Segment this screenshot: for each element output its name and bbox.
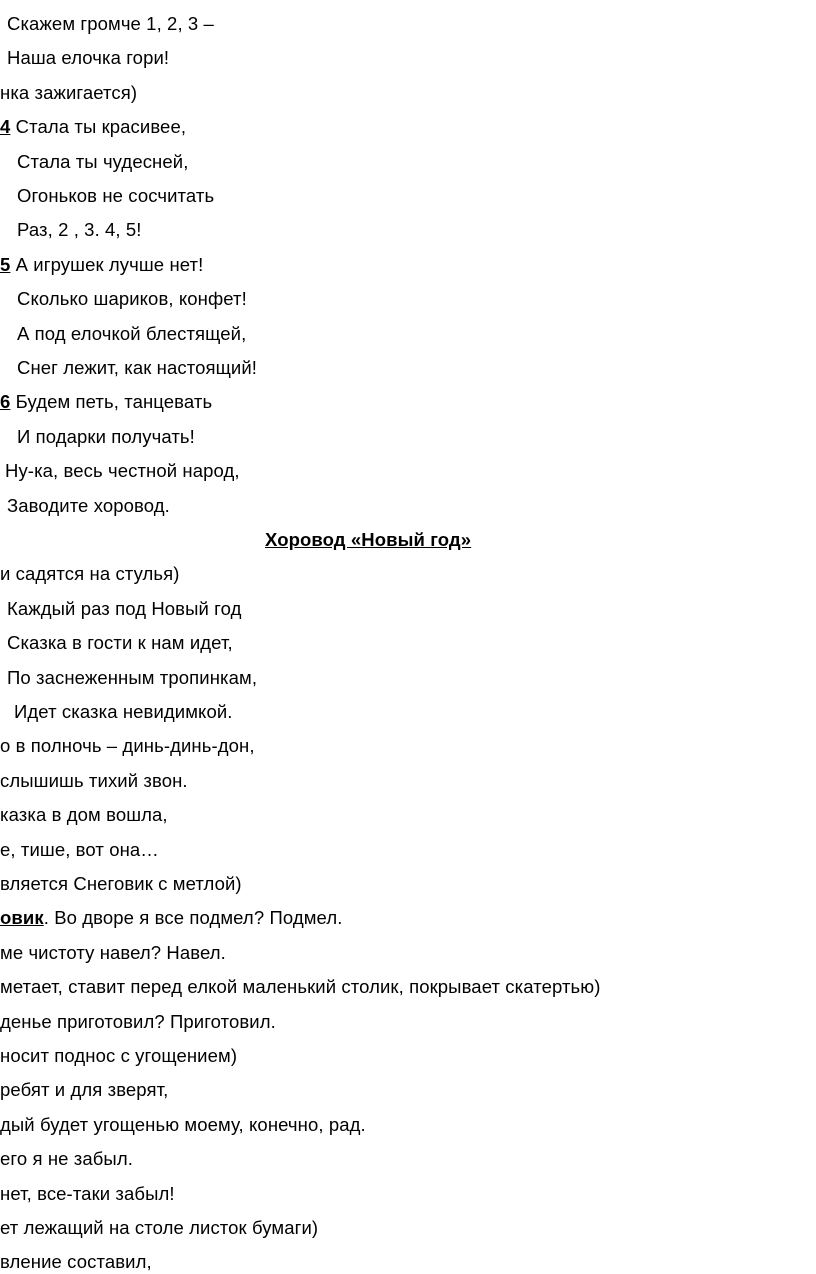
line-text: нка зажигается) [0,82,138,103]
line-text: Хоровод «Новый год» [265,529,472,550]
text-line [17,150,188,174]
speaker-line [0,115,186,139]
speaker-label: овик [0,907,44,928]
line-text: вляется Снеговик с метлой) [0,873,242,894]
text-line [0,941,226,965]
text-line [17,184,214,208]
line-text: По заснеженным тропинкам, [7,667,258,688]
line-text: его я не забыл. [0,1148,133,1169]
text-line [17,425,195,449]
line-text: носит поднос с угощением) [0,1045,238,1066]
line-text: ет лежащий на столе листок бумаги) [0,1217,319,1238]
text-line [0,1010,276,1034]
text-line [7,494,170,518]
line-text: Сколько шариков, конфет! [17,288,247,309]
text-line [0,872,242,896]
text-line [0,1113,366,1137]
text-line [7,46,169,70]
text-line [17,287,247,311]
text-line [0,1147,133,1171]
line-text: Будем петь, танцевать [10,391,213,412]
text-line [7,12,214,36]
line-text: Сказка в гости к нам идет, [7,632,233,653]
text-line [7,597,242,621]
line-text: Идет сказка невидимкой. [14,701,233,722]
line-text: Раз, 2 , 3. 4, 5! [17,219,142,240]
line-text: Ну-ка, весь честной народ, [5,460,240,481]
line-text: Снег лежит, как настоящий! [17,357,258,378]
line-text: И подарки получать! [17,426,195,447]
line-text: Стала ты чудесней, [17,151,189,172]
line-text: нет, все-таки забыл! [0,1183,175,1204]
line-text: казка в дом вошла, [0,804,168,825]
speaker-line [0,390,212,414]
line-text: вление составил, [0,1251,152,1272]
speaker-label: 5 [0,254,11,275]
line-text: е, тише, вот она… [0,839,159,860]
text-line [0,1250,152,1274]
line-text: ме чистоту навел? Навел. [0,942,226,963]
line-text: и садятся на стулья) [0,563,180,584]
text-line [0,1078,168,1102]
line-text: дый будет угощенью моему, конечно, рад. [0,1114,366,1135]
line-text: метает, ставит перед елкой маленький столик, покрывает скатертью) [0,976,601,997]
text-line [7,631,233,655]
text-line [7,666,257,690]
line-text: ребят и для зверят, [0,1079,169,1100]
text-line [0,81,137,105]
line-text: Каждый раз под Новый год [7,598,242,619]
line-text: о в полночь – динь-динь-дон, [0,735,255,756]
text-line [0,1182,175,1206]
text-line [0,975,601,999]
line-text: слышишь тихий звон. [0,770,188,791]
line-text: Скажем громче 1, 2, 3 – [7,13,214,34]
line-text: . Во дворе я все подмел? Подмел. [43,907,343,928]
line-text: Наша елочка гори! [7,47,170,68]
section-heading [265,528,471,552]
line-text: Стала ты красивее, [10,116,187,137]
text-line [17,218,142,242]
text-line [0,1044,237,1068]
line-text: А под елочкой блестящей, [17,323,247,344]
text-line [17,356,257,380]
text-line [0,562,180,586]
speaker-label: 4 [0,116,11,137]
text-line [14,700,233,724]
text-line [0,769,188,793]
line-text: денье приготовил? Приготовил. [0,1011,276,1032]
speaker-line [0,906,342,930]
text-line [17,322,246,346]
text-line [0,734,255,758]
speaker-label: 6 [0,391,11,412]
speaker-line [0,253,203,277]
line-text: А игрушек лучше нет! [10,254,204,275]
text-line [0,803,168,827]
text-line [0,838,159,862]
line-text: Заводите хоровод. [7,495,170,516]
text-line [5,459,240,483]
text-line [0,1216,318,1240]
line-text: Огоньков не сосчитать [17,185,215,206]
